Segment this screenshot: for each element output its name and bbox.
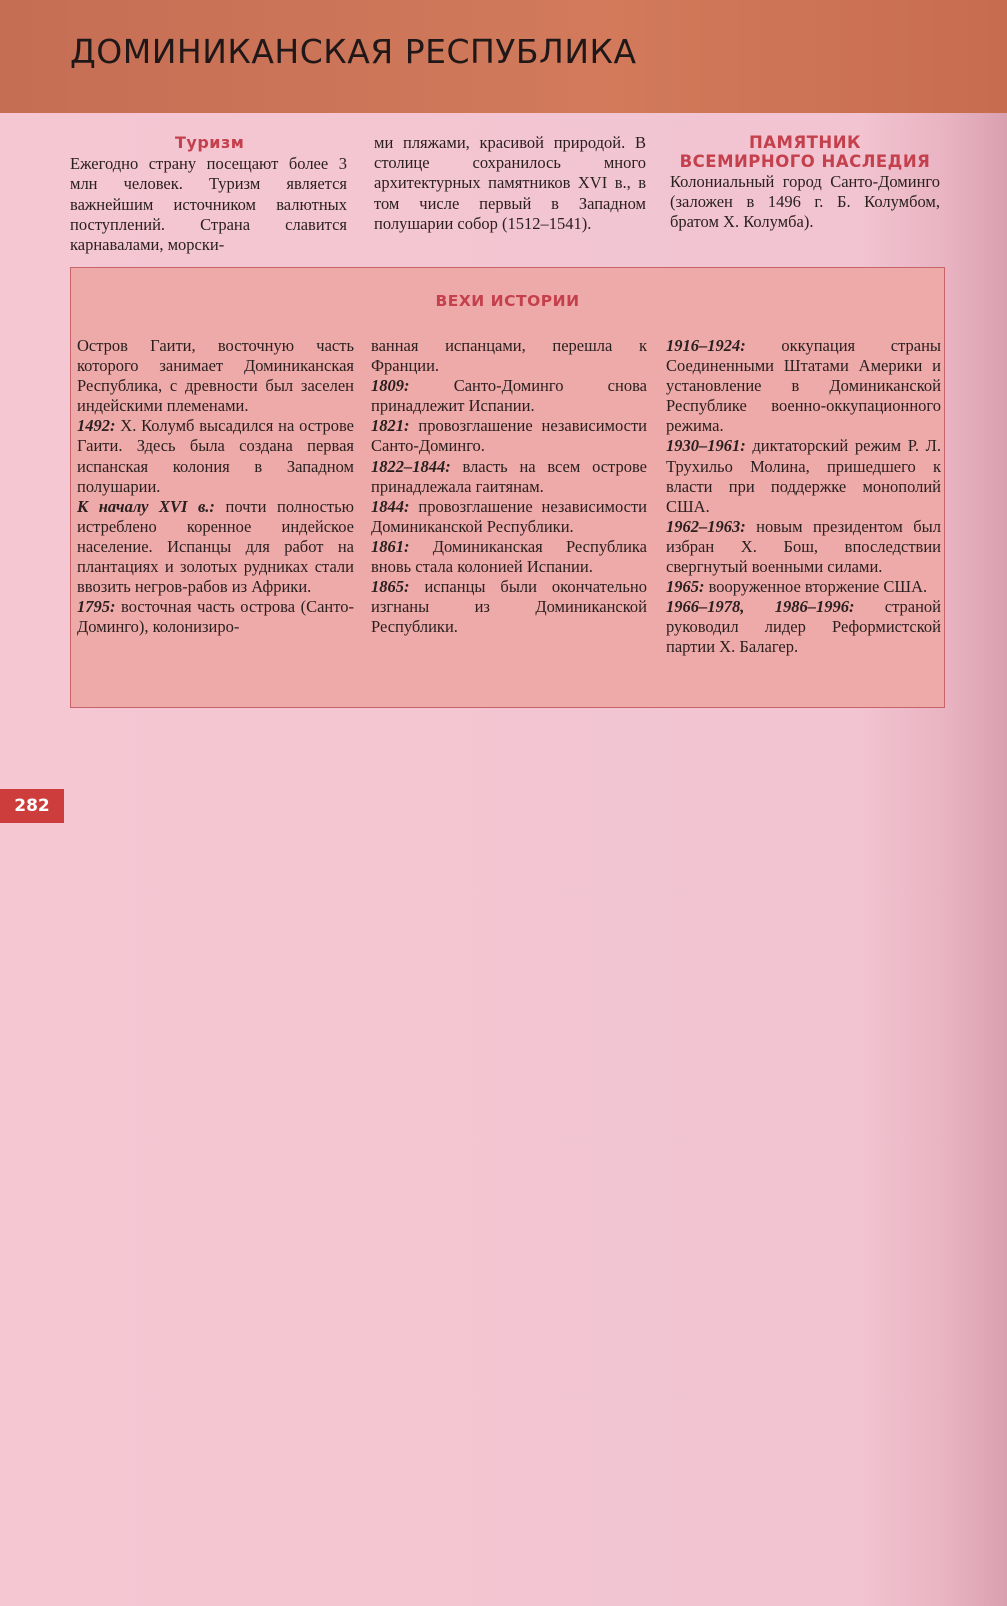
- page-number: 282: [0, 789, 64, 823]
- page-title: ДОМИНИКАНСКАЯ РЕСПУБЛИКА: [70, 32, 637, 71]
- history-entry: [666, 517, 941, 577]
- heritage-text: Колониальный город Санто-Доминго (заложен в 1496 г. Б. Колумбом, братом Х. Колумба).: [670, 172, 940, 232]
- history-entry-text: ванная испанцами, перешла к Франции.: [371, 336, 647, 376]
- history-entry-year: 1916–1924:: [666, 336, 746, 355]
- history-entry: [666, 436, 941, 516]
- history-box: [70, 267, 945, 708]
- history-entry: [77, 597, 354, 637]
- tourism-text-2: ми пляжами, красивой природой. В столице сохранилось много архитектурных памятников XVI в., в том числе первый в Западном полушарии собор (1512–1541).: [374, 133, 646, 233]
- history-entry-text: диктаторский режим Р. Л. Трухильо Молина, пришедшего к власти при поддержке монополий США.: [666, 436, 941, 516]
- history-entry-year: 1844:: [371, 496, 410, 516]
- history-entry-text: Х. Колумб высадился на острове Гаити. Здесь была создана первая испанская колония в Западном полушарии.: [77, 416, 354, 496]
- heritage-column: [670, 133, 940, 233]
- history-column-1: [77, 336, 354, 637]
- history-entry-year: 1822–1844:: [371, 456, 451, 476]
- history-entry-text: власть на всем острове принадлежала гаитянам.: [371, 456, 647, 496]
- tourism-heading: Туризм: [175, 133, 245, 152]
- history-entry-year: К началу XVI в.:: [77, 496, 215, 516]
- heritage-heading-line-1: ПАМЯТНИК: [748, 133, 862, 152]
- history-entry-year: 1795:: [77, 597, 116, 617]
- history-entry-text: восточная часть острова (Санто-Доминго), колонизиро-: [77, 597, 354, 637]
- history-entry-text: вооруженное вторжение США.: [704, 577, 928, 597]
- history-entry: [666, 336, 941, 436]
- history-entry-text: Остров Гаити, восточную часть которого занимает Доминиканская Республика, с древности был заселен индейскими племенами.: [77, 336, 354, 416]
- history-entry-text: провозглашение независимости Санто-Доминго.: [371, 416, 647, 456]
- history-entry: [371, 537, 647, 577]
- history-entry: [77, 497, 354, 597]
- history-entry-year: 1865:: [371, 577, 410, 597]
- history-entry-text: Доминиканская Республика вновь стала колонией Испании.: [371, 536, 647, 577]
- history-entry-text: страной руководил лидер Реформистской партии Х. Балагер.: [666, 597, 941, 657]
- history-entry-text: испанцы были окончательно изгнаны из Доминиканской Республики.: [371, 577, 647, 637]
- history-entry-year: 1821:: [371, 416, 410, 436]
- history-entry-year: 1809:: [371, 376, 410, 396]
- history-entry-text: провозглашение независимости Доминиканской Республики.: [371, 496, 647, 536]
- tourism-column-2: [374, 133, 646, 234]
- history-entry: [371, 457, 647, 497]
- history-entry: [371, 416, 647, 456]
- history-entry-text: новым президентом был избран Х. Бош, впоследствии свергнутый военными силами.: [666, 516, 941, 577]
- history-entry: [371, 376, 647, 416]
- tourism-column-1: [70, 133, 347, 255]
- history-entry: [77, 336, 354, 416]
- history-entry-year: 1966–1978, 1986–1996:: [666, 597, 855, 617]
- history-entry-year: 1492:: [77, 416, 116, 436]
- history-entry-year: 1861:: [371, 536, 410, 556]
- history-heading: ВЕХИ ИСТОРИИ: [435, 292, 580, 310]
- history-column-2: [371, 336, 647, 637]
- history-entry: [371, 497, 647, 537]
- history-entry-text: оккупация страны Соединенными Штатами Америки и установление в Доминиканской Республике военно-оккупационного режима.: [666, 336, 941, 436]
- history-entry-year: 1962–1963:: [666, 516, 746, 536]
- history-entry-text: почти полностью истреблено коренное индейское население. Испанцы для работ на плантациях и золотых рудниках стали ввозить негров-рабов из Африки.: [77, 496, 354, 597]
- history-entry-text: Санто-Доминго снова принадлежит Испании.: [371, 376, 647, 416]
- tourism-text-1: Ежегодно страну посещают более 3 млн человек. Туризм является важнейшим источником валютных поступлений. Страна славится карнавалами, морски-: [70, 154, 347, 255]
- heritage-heading-line-2: ВСЕМИРНОГО НАСЛЕДИЯ: [679, 152, 931, 171]
- history-entry: [666, 597, 941, 657]
- history-entry: [371, 336, 647, 376]
- history-column-3: [666, 336, 941, 658]
- history-entry: [77, 416, 354, 496]
- history-entry: [666, 577, 941, 597]
- history-entry-year: 1965:: [666, 577, 705, 597]
- history-entry: [371, 577, 647, 637]
- header-band: [0, 0, 1007, 113]
- history-entry-year: 1930–1961:: [666, 436, 746, 456]
- heritage-heading: [670, 133, 940, 171]
